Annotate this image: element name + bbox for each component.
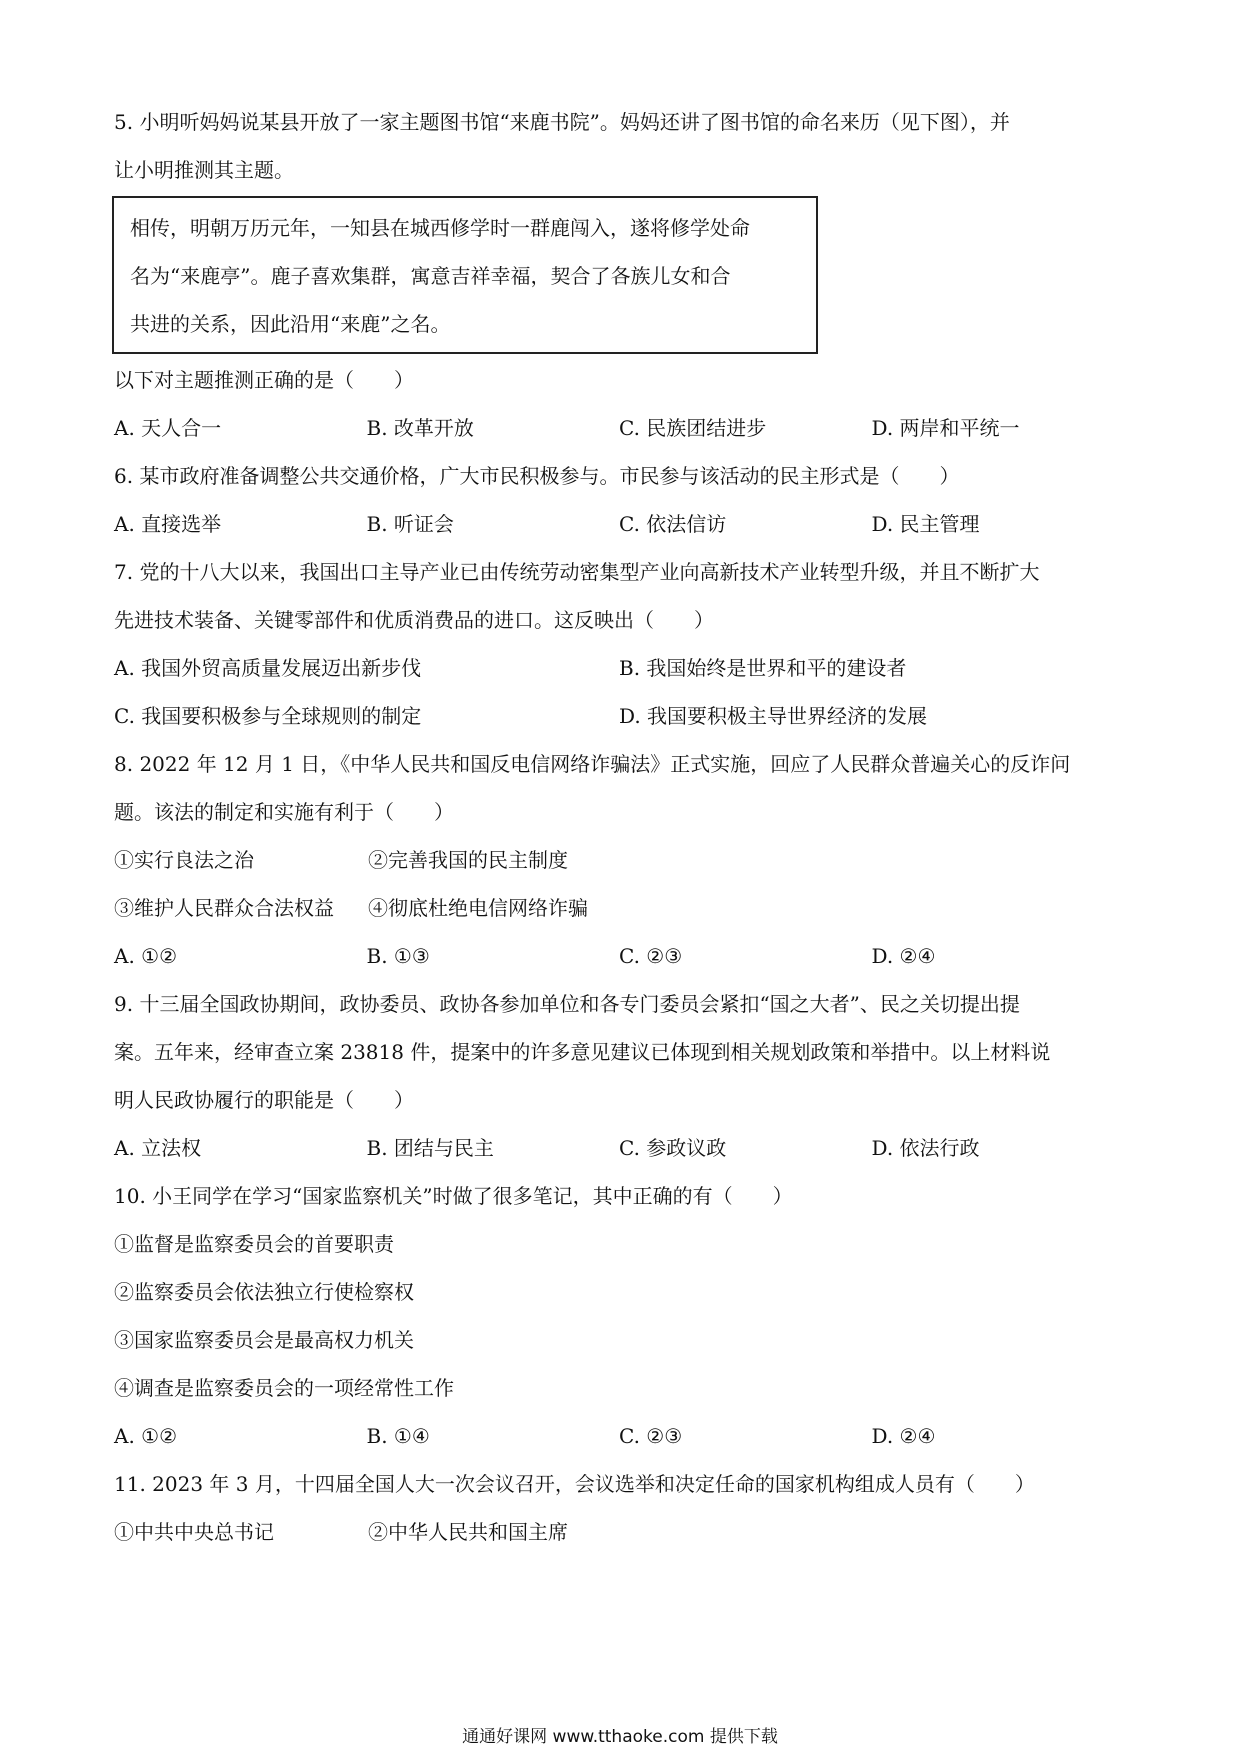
question-9-stem-line-3: 明人民政协履行的职能是（ ） [114, 1088, 414, 1112]
material-line-3: 共进的关系，因此沿用“来鹿”之名。 [130, 312, 451, 336]
option-d: D. 民主管理 [871, 512, 980, 536]
page-footer: 通通好课网 www.tthaoke.com 提供下载 [462, 1727, 778, 1747]
choice-1: ①实行良法之治 [114, 848, 254, 872]
choice-2: ②监察委员会依法独立行使检察权 [114, 1280, 414, 1304]
question-8-stem-line-1: 8. 2022 年 12 月 1 日，《中华人民共和国反电信网络诈骗法》正式实施，回应了人民群众普遍关心的反诈问 [114, 752, 1071, 776]
question-8-options [114, 932, 1124, 980]
question-8-stem-line-2: 题。该法的制定和实施有利于（ ） [114, 800, 454, 824]
option-d: D. 我国要积极主导世界经济的发展 [619, 704, 928, 728]
option-c: C. ②③ [619, 1424, 683, 1448]
question-5-prompt: 以下对主题推测正确的是（ ） [114, 368, 414, 392]
choice-2: ②中华人民共和国主席 [368, 1520, 568, 1544]
question-9-stem-line-2: 案。五年来，经审查立案 23818 件，提案中的许多意见建议已体现到相关规划政策和举措中。以上材料说 [114, 1040, 1051, 1064]
question-7-stem-line-2: 先进技术装备、关键零部件和优质消费品的进口。这反映出（ ） [114, 608, 714, 632]
option-a: A. 我国外贸高质量发展迈出新步伐 [114, 656, 422, 680]
option-b: B. 我国始终是世界和平的建设者 [619, 656, 907, 680]
question-11-choices-row-1 [114, 1508, 1124, 1556]
question-9-stem-line-1: 9. 十三届全国政协期间，政协委员、政协各参加单位和各专门委员会紧扣“国之大者”、民之关切提出提 [114, 992, 1020, 1016]
choice-1: ①监督是监察委员会的首要职责 [114, 1232, 394, 1256]
choice-2: ②完善我国的民主制度 [368, 848, 568, 872]
question-list [114, 98, 1124, 1556]
option-b: B. 改革开放 [366, 416, 474, 440]
option-a: A. 直接选举 [114, 512, 222, 536]
question-7-options-ab [114, 644, 1124, 692]
option-c: C. 民族团结进步 [619, 416, 767, 440]
option-b: B. ①③ [366, 944, 430, 968]
question-10-options [114, 1412, 1124, 1460]
option-b: B. 听证会 [366, 512, 454, 536]
option-d: D. 两岸和平统一 [871, 416, 1020, 440]
question-6-stem: 6. 某市政府准备调整公共交通价格，广大市民积极参与。市民参与该活动的民主形式是（ ） [114, 464, 960, 488]
material-line-1: 相传，明朝万历元年，一知县在城西修学时一群鹿闯入，遂将修学处命 [130, 216, 750, 240]
question-7-options-cd [114, 692, 1124, 740]
option-a: A. ①② [114, 1424, 178, 1448]
question-9-options [114, 1124, 1124, 1172]
choice-1: ①中共中央总书记 [114, 1520, 274, 1544]
option-d: D. 依法行政 [871, 1136, 980, 1160]
option-c: C. 我国要积极参与全球规则的制定 [114, 704, 422, 728]
question-7-stem-line-1: 7. 党的十八大以来，我国出口主导产业已由传统劳动密集型产业向高新技术产业转型升级，并且不断扩大 [114, 560, 1040, 584]
option-c: C. 依法信访 [619, 512, 727, 536]
question-6-options [114, 500, 1124, 548]
option-b: B. 团结与民主 [366, 1136, 494, 1160]
question-5-material-box [112, 196, 818, 354]
question-5-options [114, 404, 1124, 452]
option-a: A. ①② [114, 944, 178, 968]
option-c: C. 参政议政 [619, 1136, 727, 1160]
question-11-stem: 11. 2023 年 3 月，十四届全国人大一次会议召开，会议选举和决定任命的国家机构组成人员有（ ） [114, 1472, 1035, 1496]
material-line-2: 名为“来鹿亭”。鹿子喜欢集群，寓意吉祥幸福，契合了各族儿女和合 [130, 264, 731, 288]
question-5-stem-line-1: 5. 小明听妈妈说某县开放了一家主题图书馆“来鹿书院”。妈妈还讲了图书馆的命名来历（见下图），并 [114, 110, 1010, 134]
choice-3: ③维护人民群众合法权益 [114, 896, 334, 920]
option-c: C. ②③ [619, 944, 683, 968]
option-a: A. 天人合一 [114, 416, 222, 440]
question-8-choices-row-2 [114, 884, 1124, 932]
question-10-stem: 10. 小王同学在学习“国家监察机关”时做了很多笔记，其中正确的有（ ） [114, 1184, 793, 1208]
choice-4: ④调查是监察委员会的一项经常性工作 [114, 1376, 454, 1400]
option-d: D. ②④ [871, 1424, 936, 1448]
choice-3: ③国家监察委员会是最高权力机关 [114, 1328, 414, 1352]
option-b: B. ①④ [366, 1424, 430, 1448]
question-5-stem-line-2: 让小明推测其主题。 [114, 158, 294, 182]
option-a: A. 立法权 [114, 1136, 202, 1160]
option-d: D. ②④ [871, 944, 936, 968]
choice-4: ④彻底杜绝电信网络诈骗 [368, 896, 588, 920]
question-8-choices-row-1 [114, 836, 1124, 884]
